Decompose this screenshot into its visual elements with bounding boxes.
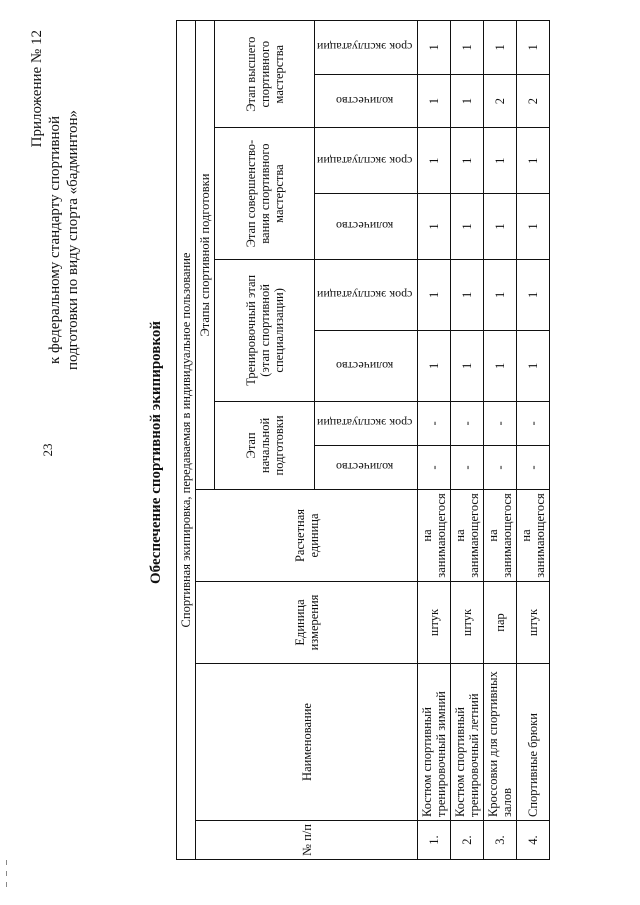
row-value: - <box>451 445 484 489</box>
row-value: 1 <box>418 74 451 128</box>
row-name: Костюм спортивный тренировочный зимний <box>418 664 451 821</box>
row-unit: штук <box>418 582 451 664</box>
row-value: 2 <box>484 74 517 128</box>
row-value: - <box>517 401 550 445</box>
row-value: - <box>517 445 550 489</box>
sub-header-term: срок эксплуатации <box>315 21 418 75</box>
row-value: 1 <box>451 194 484 260</box>
row-value: 1 <box>418 21 451 75</box>
appendix-number: Приложение № 12 <box>29 30 45 148</box>
row-value: 1 <box>451 330 484 401</box>
table-row <box>451 21 484 860</box>
col-header-num: № п/п <box>196 821 418 860</box>
equipment-table <box>176 20 550 860</box>
row-value: - <box>484 401 517 445</box>
row-calc: на занимающегося <box>517 490 550 582</box>
row-value: 1 <box>517 330 550 401</box>
sub-header-term: срок эксплуатации <box>315 259 418 330</box>
row-value: 1 <box>451 128 484 194</box>
col-header-unit: Единица измерения <box>196 582 418 664</box>
row-value: 1 <box>451 21 484 75</box>
section-header: Спортивная экипировка, передаваемая в индивидуальное пользование <box>177 21 196 860</box>
appendix-line-3: подготовки по виду спорта «бадминтон» <box>65 109 81 371</box>
scan-margin-marks <box>6 860 8 893</box>
stage-header: Этап совершенство-вания спортивного мастерства <box>215 128 315 259</box>
row-calc: на занимающегося <box>484 490 517 582</box>
row-value: - <box>418 445 451 489</box>
row-value: 1 <box>418 330 451 401</box>
table-row <box>517 21 550 860</box>
row-value: 1 <box>484 21 517 75</box>
sub-header-qty: количество <box>315 445 418 489</box>
col-header-name: Наименование <box>196 664 418 821</box>
stage-header: Этап начальной подготовки <box>215 401 315 489</box>
row-name: Кроссовки для спортивных залов <box>484 664 517 821</box>
row-value: 1 <box>484 194 517 260</box>
sub-header-term: срок эксплуатации <box>315 128 418 194</box>
sub-header-term: срок эксплуатации <box>315 401 418 445</box>
col-header-calc: Расчетная единица <box>196 490 418 582</box>
row-value: - <box>484 445 517 489</box>
row-calc: на занимающегося <box>451 490 484 582</box>
table-row <box>418 21 451 860</box>
row-value: 1 <box>484 330 517 401</box>
table-row <box>484 21 517 860</box>
row-num: 4. <box>517 821 550 860</box>
row-value: 1 <box>517 259 550 330</box>
row-value: 1 <box>451 259 484 330</box>
appendix-header <box>28 30 82 450</box>
row-unit: пар <box>484 582 517 664</box>
row-value: - <box>451 401 484 445</box>
row-value: 1 <box>418 194 451 260</box>
row-calc: на занимающегося <box>418 490 451 582</box>
row-num: 1. <box>418 821 451 860</box>
row-unit: штук <box>517 582 550 664</box>
document-title: Обеспечение спортивной экипировкой <box>148 321 164 585</box>
row-value: 1 <box>484 259 517 330</box>
stage-header: Тренировочный этап (этап спортивной специализации) <box>215 259 315 401</box>
row-name: Спортивные брюки <box>517 664 550 821</box>
row-value: 1 <box>517 128 550 194</box>
row-value: 1 <box>451 74 484 128</box>
row-value: 1 <box>484 128 517 194</box>
sub-header-qty: количество <box>315 74 418 128</box>
row-value: 2 <box>517 74 550 128</box>
row-value: 1 <box>517 194 550 260</box>
row-value: 1 <box>517 21 550 75</box>
sub-header-qty: количество <box>315 194 418 260</box>
row-num: 2. <box>451 821 484 860</box>
appendix-line-2: к федеральному стандарту спортивной <box>47 115 63 365</box>
row-name: Костюм спортивный тренировочный летний <box>451 664 484 821</box>
row-value: 1 <box>418 259 451 330</box>
row-value: - <box>418 401 451 445</box>
page-number: 23 <box>40 443 55 457</box>
row-value: 1 <box>418 128 451 194</box>
row-num: 3. <box>484 821 517 860</box>
row-unit: штук <box>451 582 484 664</box>
stages-header: Этапы спортивной подготовки <box>196 21 215 490</box>
sub-header-qty: количество <box>315 330 418 401</box>
stage-header: Этап высшего спортивного мастерства <box>215 21 315 128</box>
